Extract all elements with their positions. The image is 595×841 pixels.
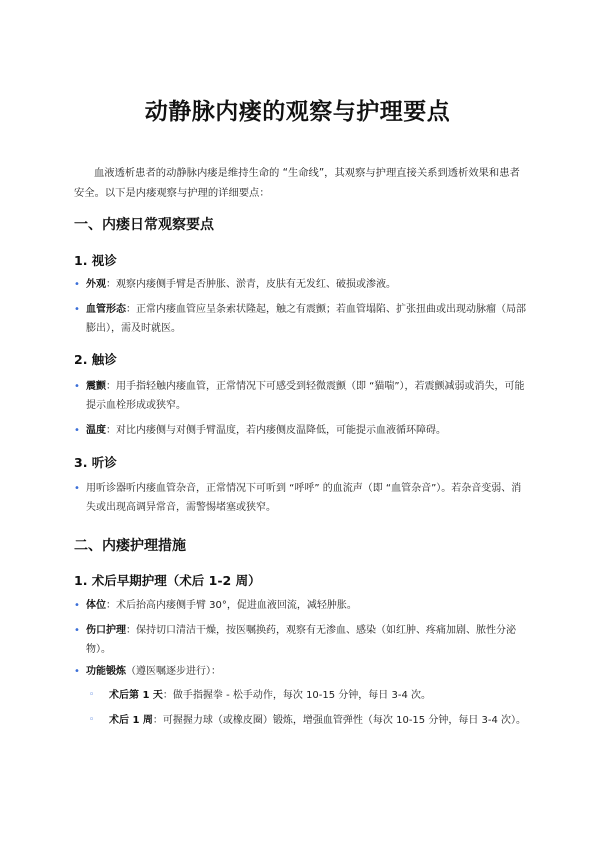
item-text: ：用手指轻触内瘘血管，正常情况下可感受到轻微震颤（即 “猫喘”），若震颤减弱或消失，可能提示血栓形成或狭窄。	[86, 381, 525, 411]
subheading-early-care: 1. 术后早期护理（术后 1-2 周）	[74, 573, 261, 588]
bullet-dot-icon: •	[74, 279, 80, 290]
list-item	[74, 621, 529, 659]
item-label: 体位	[86, 600, 106, 611]
item-label: 温度	[86, 425, 106, 436]
item-text: ：对比内瘘侧与对侧手臂温度，若内瘘侧皮温降低，可能提示血液循环障碍。	[106, 425, 446, 436]
item-text: （遵医嘱逐步进行）：	[126, 666, 221, 677]
sub-list-item	[89, 711, 529, 730]
subheading-inspection: 1. 视诊	[74, 253, 117, 268]
bullet-dot-icon: •	[74, 666, 80, 677]
list-item	[74, 596, 529, 615]
item-label: 外观	[86, 279, 106, 290]
item-text: ：可握握力球（或橡皮圈）锻炼，增强血管弹性（每次 10-15 分钟，每日 3-4 次）。	[152, 715, 527, 726]
section-heading-care: 二、内瘘护理措施	[74, 538, 186, 554]
item-text: ：做手指握拳 - 松手动作，每次 10-15 分钟，每日 3-4 次。	[162, 690, 431, 701]
intro-paragraph: 血液透析患者的动静脉内瘘是维持生命的 “生命线”，其观察与护理直接关系到透析效果和患者安全。以下是内瘘观察与护理的详细要点：	[74, 167, 520, 199]
item-label: 伤口护理	[86, 625, 126, 636]
item-label: 震颤	[86, 381, 106, 392]
sub-list-item	[89, 686, 529, 705]
bullet-dot-icon: •	[74, 483, 80, 494]
item-text: ：保持切口清洁干燥，按医嘱换药，观察有无渗血、感染（如红肿、疼痛加剧、脓性分泌物）。	[86, 625, 516, 655]
circle-bullet-icon: ◦	[89, 690, 95, 700]
bullet-dot-icon: •	[74, 304, 80, 315]
item-text: ：观察内瘘侧手臂是否肿胀、淤青，皮肤有无发红、破损或渗液。	[106, 279, 396, 290]
item-text: ：正常内瘘血管应呈条索状隆起，触之有震颤；若血管塌陷、扩张扭曲或出现动脉瘤（局部膨出），需及时就医。	[86, 304, 526, 334]
circle-bullet-icon: ◦	[89, 715, 95, 725]
bullet-dot-icon: •	[74, 381, 80, 392]
list-item	[74, 275, 529, 294]
bullet-dot-icon: •	[74, 425, 80, 436]
item-label: 术后第 1 天	[109, 690, 163, 701]
list-item	[74, 479, 529, 517]
item-text: ：术后抬高内瘘侧手臂 30°，促进血液回流，减轻肿胀。	[106, 600, 357, 611]
subheading-auscultation: 3. 听诊	[74, 455, 117, 470]
subheading-palpation: 2. 触诊	[74, 352, 117, 367]
list-item	[74, 421, 529, 440]
bullet-dot-icon: •	[74, 600, 80, 611]
item-label: 功能锻炼	[86, 666, 126, 677]
item-label: 血管形态	[86, 304, 126, 315]
list-item	[74, 300, 529, 338]
list-item	[74, 662, 529, 681]
item-label: 术后 1 周	[109, 715, 153, 726]
list-item	[74, 377, 529, 415]
item-text: 用听诊器听内瘘血管杂音，正常情况下可听到 “呼呼” 的血流声（即 “血管杂音”）。若杂音变弱、消失或出现高调异常音，需警惕堵塞或狭窄。	[86, 483, 522, 513]
bullet-dot-icon: •	[74, 625, 80, 636]
section-heading-observation: 一、内瘘日常观察要点	[74, 217, 214, 233]
document-title: 动静脉内瘘的观察与护理要点	[144, 99, 451, 125]
